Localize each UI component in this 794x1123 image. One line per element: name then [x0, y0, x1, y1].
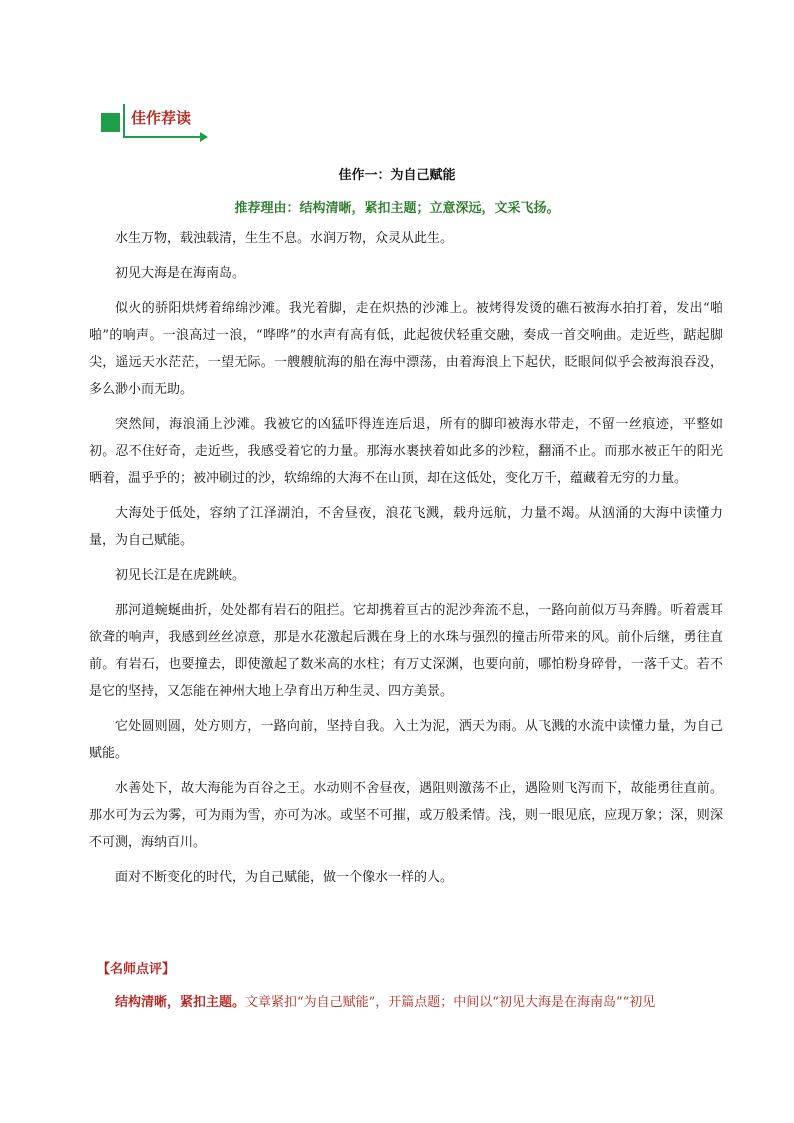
paragraph: 它处圆则圆，处方则方，一路向前，坚持自我。入土为泥，洒天为雨。从飞溅的水流中读懂力量，为自己赋能。	[89, 719, 723, 761]
review-heading: 【名师点评】	[97, 962, 176, 977]
paragraph: 大海处于低处，容纳了江泽湖泊，不舍昼夜，浪花飞溅，载舟远航，力量不竭。从汹涌的大海中读懂力量，为自己赋能。	[89, 506, 723, 548]
paragraph: 面对不断变化的时代，为自己赋能，做一个像水一样的人。	[115, 870, 454, 885]
paragraph: 那河道蜿蜒曲折，处处都有岩石的阻拦。它却携着亘古的泥沙奔流不息，一路向前似万马奔腾。听着震耳欲聋的响声，我感到丝丝凉意，那是水花激起后溅在身上的水珠与强烈的撞击所带来的风。前仆后继，勇往直前。有岩石，也要撞去，即使激起了数米高的水柱；有万丈深渊，也要向前，哪怕粉身碎骨，一落千丈。若不是它的坚持，又怎能在神州大地上孕育出万种生灵、四方美景。	[89, 603, 723, 699]
paragraph: 初见大海是在海南岛。	[115, 266, 246, 281]
header-divider	[123, 104, 125, 138]
article-body	[89, 225, 723, 899]
review-text	[89, 989, 723, 1016]
article-title: 佳作一：为自己赋能	[338, 168, 456, 183]
header-underline	[123, 136, 203, 138]
paragraph: 初见长江是在虎跳峡。	[115, 568, 246, 583]
section-header	[99, 104, 219, 144]
review-bold: 结构清晰，紧扣主题。	[115, 995, 246, 1010]
paragraph: 突然间，海浪涌上沙滩。我被它的凶猛吓得连连后退，所有的脚印被海水带走，不留一丝痕迹，平整如初。忍不住好奇，走近些，我感受着它的力量。那海水裹挟着如此多的沙粒，翻涌不止。而那水被正午的阳光晒着，温乎乎的；被冲刷过的沙，软绵绵的大海不在山顶，却在这低处，变化万千，蕴藏着无穷的力量。	[89, 417, 723, 486]
arrow-right-icon	[200, 132, 208, 142]
paragraph: 水生万物，载浊载清，生生不息。水润万物，众灵从此生。	[115, 231, 454, 246]
section-label: 佳作荐读	[131, 109, 192, 127]
paragraph: 水善处下，故大海能为百谷之王。水动则不舍昼夜，遇阻则激荡不止，遇险则飞泻而下，故能勇往直前。那水可为云为雾，可为雨为雪，亦可为冰。或坚不可摧，或万般柔情。浅，则一眼见底，应现万象；深，则深不可测，海纳百川。	[89, 781, 723, 850]
green-square-icon	[101, 113, 120, 132]
paragraph: 似火的骄阳烘烤着绵绵沙滩。我光着脚，走在炽热的沙滩上。被烤得发烫的礁石被海水拍打着，发出“啪啪”的响声。一浪高过一浪，“哗哗”的水声有高有低，此起彼伏轻重交融，奏成一首交响曲。走近些，踮起脚尖，遥远天水茫茫，一望无际。一艘艘航海的船在海中漂荡，由着海浪上下起伏，眨眼间似乎会被海浪吞没，多么渺小而无助。	[89, 301, 723, 397]
review-body: 文章紧扣“为自己赋能”，开篇点题；中间以“初见大海是在海南岛”“初见	[245, 995, 656, 1010]
recommend-reason: 推荐理由：结构清晰，紧扣主题；立意深远，文采飞扬。	[234, 201, 560, 216]
